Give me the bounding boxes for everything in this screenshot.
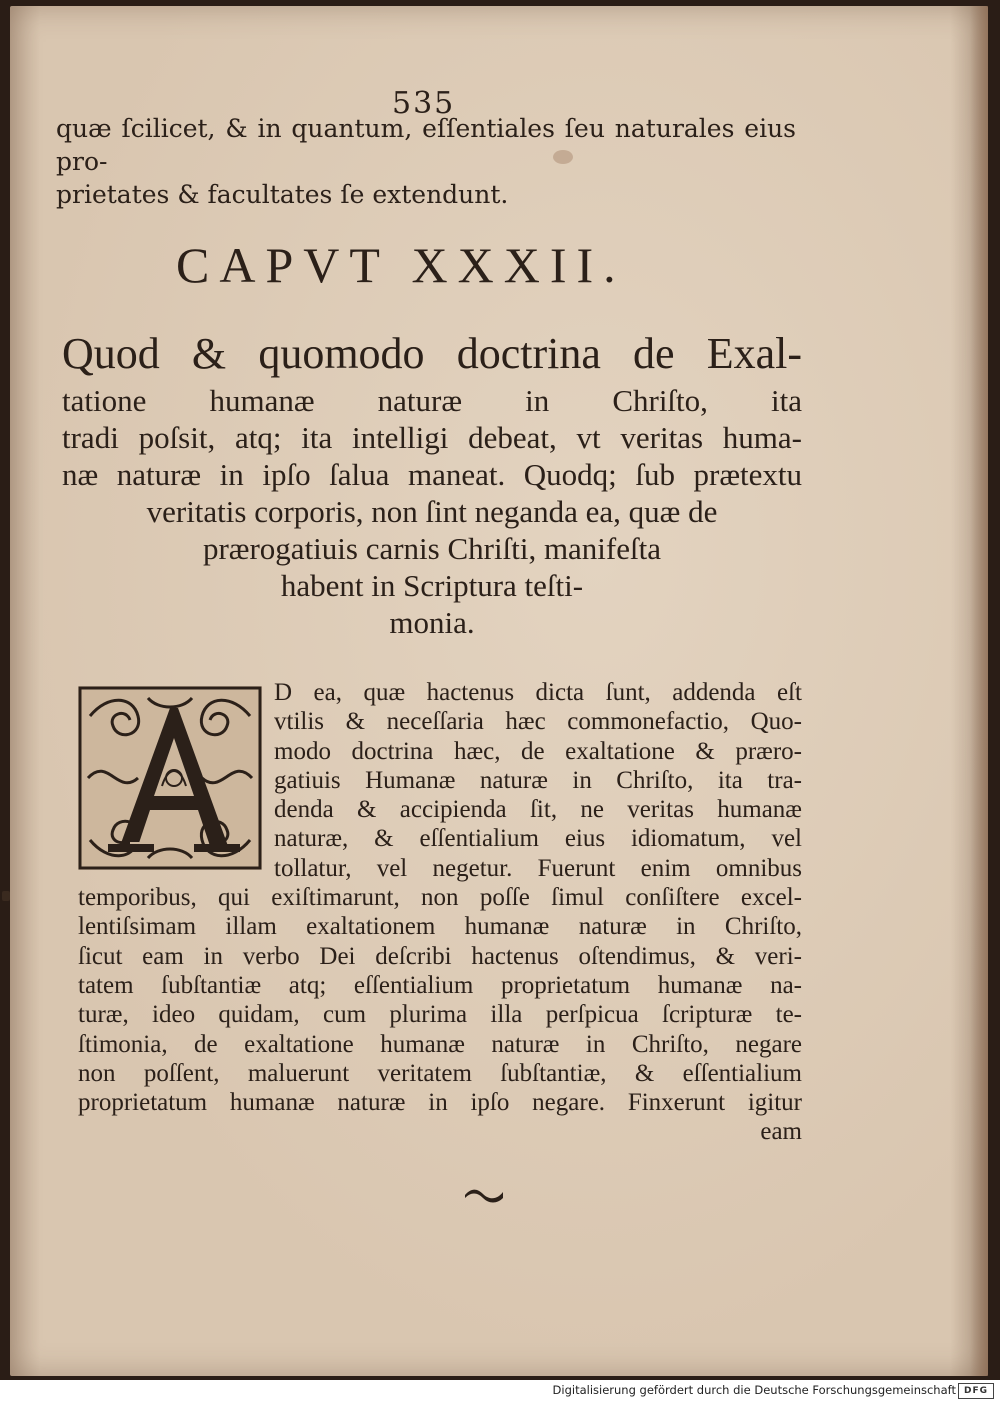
body-line: ſicut eam in verbo Dei deſcribi hactenus oſtendimus, & veri- bbox=[78, 942, 802, 970]
margin-ink-mark bbox=[2, 891, 10, 901]
summary-line: Quod & quomodo doctrina de Exal- bbox=[62, 329, 802, 378]
body-line: proprietatum humanæ naturæ in ipſo negare. Finxerunt igitur bbox=[78, 1089, 802, 1117]
body-line: ſtimonia, de exaltatione humanæ naturæ in Chriſto, negare bbox=[78, 1030, 802, 1058]
body-line: vtilis & neceſſaria hæc commonefactio, Quo- bbox=[274, 708, 802, 736]
body-line: modo doctrina hæc, de exaltatione & præro- bbox=[274, 737, 802, 765]
body-line: lentiſsimam illam exaltationem humanæ naturæ in Chriſto, bbox=[78, 913, 802, 941]
dfg-logo: DFG bbox=[958, 1383, 994, 1399]
page-edge-shadow bbox=[970, 6, 988, 1376]
body-line: non poſſent, maluerunt veritatem ſubſtantiæ, & eſſentialium bbox=[78, 1059, 802, 1087]
body-line: gatiuis Humanæ naturæ in Chriſto, ita tra- bbox=[274, 766, 802, 794]
summary-line: tatione humanæ naturæ in Chriſto, ita bbox=[62, 383, 802, 418]
catchword: eam bbox=[760, 1118, 802, 1146]
summary-line: habent in Scriptura teſti- bbox=[280, 568, 584, 603]
page-number: 535 bbox=[392, 86, 456, 121]
body-line: turæ, ideo quidam, cum plurima illa perſpicua ſcripturæ te- bbox=[78, 1001, 802, 1029]
continuation-line: quæ ſcilicet, & in quantum, eſſentiales ſeu naturales eius pro- bbox=[56, 114, 796, 176]
body-text bbox=[78, 678, 802, 1147]
ornament-icon bbox=[463, 1186, 505, 1204]
chapter-title: CAPVT XXXII. bbox=[176, 237, 626, 293]
chapter-summary bbox=[62, 330, 802, 641]
summary-line: prærogatiuis carnis Chriſti, manifeſta bbox=[202, 531, 661, 566]
summary-line: næ naturæ in ipſo ſalua maneat. Quodq; ſub prætextu bbox=[62, 457, 802, 492]
digitization-footer bbox=[0, 1380, 1000, 1401]
body-line: temporibus, qui exiſtimarunt, non poſſe ſimul conſiſtere excel- bbox=[78, 884, 802, 912]
body-line: naturæ, & eſſentialium eius idiomatum, vel bbox=[274, 825, 802, 853]
summary-line: veritatis corporis, non ſint neganda ea, quæ de bbox=[146, 494, 718, 529]
body-line: tollatur, vel negetur. Fuerunt enim omnibus bbox=[274, 854, 802, 882]
footer-credit: Digitalisierung gefördert durch die Deutsche Forschungsgemeinschaft bbox=[552, 1383, 956, 1397]
body-line: denda & accipienda ſit, ne veritas humanæ bbox=[274, 796, 802, 824]
continuation-line: prietates & facultates ſe extendunt. bbox=[56, 180, 509, 209]
summary-line: monia. bbox=[389, 605, 475, 640]
summary-line: tradi poſsit, atq; ita intelligi debeat, vt veritas huma- bbox=[62, 420, 802, 455]
body-line: D ea, quæ hactenus dicta ſunt, addenda eſt bbox=[274, 679, 802, 706]
body-line: tatem ſubſtantiæ atq; eſſentialium proprietatum humanæ na- bbox=[78, 971, 802, 999]
continuation-text bbox=[56, 112, 796, 211]
